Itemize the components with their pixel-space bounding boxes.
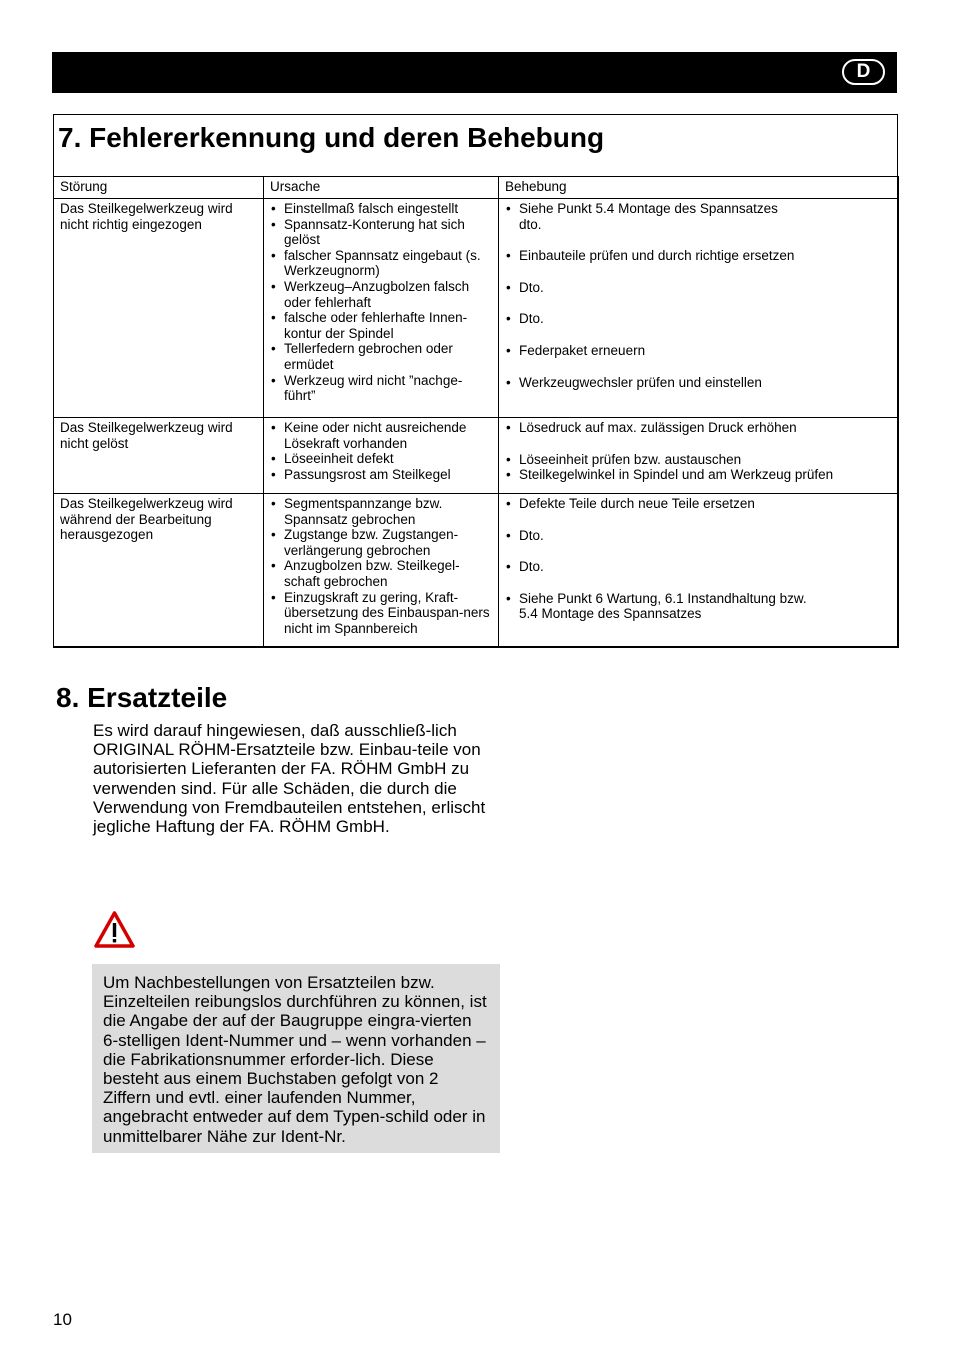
behebung-item: • Federpaket erneuern bbox=[505, 343, 795, 359]
ursache-item: • Werkzeug wird nicht ”nachge-führt” bbox=[270, 373, 492, 404]
section-7-title: 7. Fehlererkennung und deren Behebung bbox=[58, 122, 605, 153]
ursache-cell bbox=[264, 199, 499, 418]
ursache-item: • falsche oder fehlerhafte Innen-kontur der Spindel bbox=[270, 310, 492, 341]
behebung-item: • Lösedruck auf max. zulässigen Druck erhöhen bbox=[505, 420, 892, 436]
behebung-item: • Dto. bbox=[505, 528, 815, 544]
spare-parts-paragraph: Es wird darauf hingewiesen, daß ausschließ-lich ORIGINAL RÖHM-Ersatzteile bzw. Einbau-teile von autorisierten Lieferanten der FA. RÖHM GmbH zu verwenden sind. Für alle Schäden, die durch die Verwendung von Fremdbauteilen entstehen, erlischt jegliche Haftung der FA. RÖHM GmbH. bbox=[93, 721, 486, 837]
stoerung-cell bbox=[54, 494, 264, 648]
behebung-item: • Dto. bbox=[505, 311, 795, 327]
behebung-list bbox=[505, 420, 892, 483]
behebung-item: • Löseeinheit prüfen bzw. austauschen bbox=[505, 452, 892, 468]
ursache-item: • Passungsrost am Steilkegel bbox=[270, 467, 492, 483]
behebung-item: • Defekte Teile durch neue Teile ersetzen bbox=[505, 496, 919, 512]
stoerung-text: Das Steilkegelwerkzeug wird nicht gelöst bbox=[60, 420, 233, 451]
stoerung-text: Das Steilkegelwerkzeug wird während der Bearbeitung herausgezogen bbox=[60, 496, 233, 543]
table-row bbox=[54, 199, 899, 418]
section-8-title: 8. Ersatzteile bbox=[56, 682, 228, 713]
behebung-list bbox=[505, 496, 815, 622]
column-header-stoerung: Störung bbox=[54, 177, 264, 199]
behebung-item: • Steilkegelwinkel in Spindel und am Werkzeug prüfen bbox=[505, 467, 892, 483]
stoerung-cell bbox=[54, 199, 264, 418]
behebung-item: • Siehe Punkt 5.4 Montage des Spannsatzes dto. bbox=[505, 201, 795, 232]
ursache-list bbox=[270, 420, 492, 482]
behebung-item: • Dto. bbox=[505, 559, 815, 575]
ursache-cell bbox=[264, 494, 499, 648]
ursache-item: • Segmentspannzange bzw. Spannsatz gebrochen bbox=[270, 496, 492, 527]
troubleshooting-table bbox=[53, 176, 899, 648]
behebung-cell bbox=[499, 494, 899, 648]
table-header-row bbox=[54, 177, 899, 199]
warning-triangle-icon bbox=[94, 911, 135, 948]
ursache-item: • Einzugskraft zu gering, Kraft-übersetzung des Einbauspan-ners nicht im Spannbereich bbox=[270, 590, 492, 637]
behebung-list bbox=[505, 201, 795, 390]
behebung-item: • Siehe Punkt 6 Wartung, 6.1 Instandhaltung bzw. 5.4 Montage des Spannsatzes bbox=[505, 591, 815, 622]
ursache-item: • falscher Spannsatz eingebaut (s. Werkzeugnorm) bbox=[270, 248, 492, 279]
stoerung-cell bbox=[54, 418, 264, 494]
ursache-item: • Werkzeug–Anzugbolzen falsch oder fehlerhaft bbox=[270, 279, 492, 310]
table-row bbox=[54, 494, 899, 648]
ordering-note-box bbox=[92, 964, 500, 1153]
ursache-cell bbox=[264, 418, 499, 494]
column-header-behebung: Behebung bbox=[499, 177, 899, 199]
ursache-list bbox=[270, 201, 492, 404]
header-bar bbox=[52, 52, 897, 93]
behebung-cell bbox=[499, 418, 899, 494]
behebung-item: • Einbauteile prüfen und durch richtige ersetzen bbox=[505, 248, 919, 264]
language-badge: D bbox=[842, 59, 885, 85]
troubleshooting-section bbox=[53, 114, 898, 647]
ursache-item: • Keine oder nicht ausreichende Lösekraft vorhanden bbox=[270, 420, 492, 451]
behebung-item: • Dto. bbox=[505, 280, 795, 296]
ursache-list bbox=[270, 496, 492, 636]
ursache-item: • Anzugbolzen bzw. Steilkegel-schaft gebrochen bbox=[270, 558, 492, 589]
behebung-item: • Werkzeugwechsler prüfen und einstellen bbox=[505, 375, 919, 391]
ursache-item: • Einstellmaß falsch eingestellt bbox=[270, 201, 492, 217]
behebung-cell bbox=[499, 199, 899, 418]
ursache-item: • Tellerfedern gebrochen oder ermüdet bbox=[270, 341, 492, 372]
stoerung-text: Das Steilkegelwerkzeug wird nicht richtig eingezogen bbox=[60, 201, 233, 232]
table-row bbox=[54, 418, 899, 494]
ursache-item: • Zugstange bzw. Zugstangen-verlängerung gebrochen bbox=[270, 527, 492, 558]
column-header-ursache: Ursache bbox=[264, 177, 499, 199]
ursache-item: • Löseeinheit defekt bbox=[270, 451, 492, 467]
ursache-item: • Spannsatz-Konterung hat sich gelöst bbox=[270, 217, 492, 248]
ordering-note-text: Um Nachbestellungen von Ersatzteilen bzw. Einzelteilen reibungslos durchführen zu können, ist die Angabe der auf der Baugruppe eingra-vierten 6-stelligen Ident-Nummer und – wenn vorhanden – die Fabrikationsnummer erforder-lich. Diese besteht aus einem Buchstaben gefolgt von 2 Ziffern und evtl. einer laufenden Nummer, angebracht entweder auf dem Typen-schild oder in unmittelbarer Nähe zur Ident-Nr. bbox=[103, 973, 487, 1146]
page-number: 10 bbox=[53, 1310, 72, 1329]
